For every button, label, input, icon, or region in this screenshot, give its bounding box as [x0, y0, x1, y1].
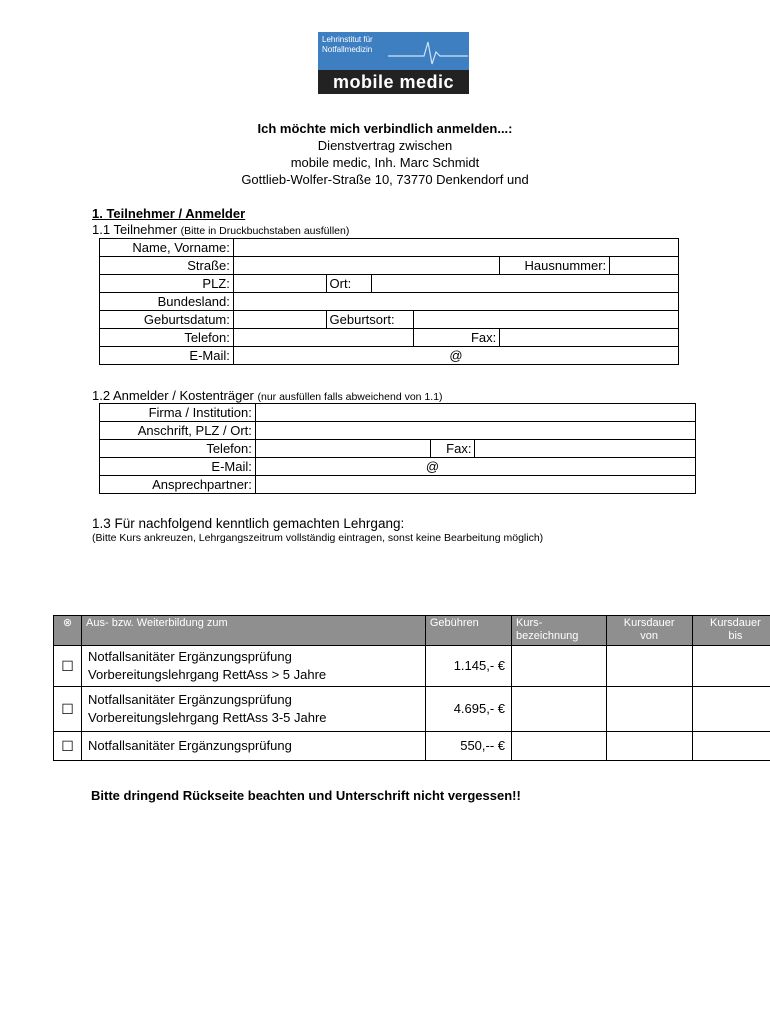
street-field[interactable]	[233, 257, 499, 275]
section-1-1-title: 1.1 Teilnehmer	[92, 222, 178, 237]
course-from-field[interactable]	[606, 646, 692, 687]
payer-phone-field[interactable]	[255, 440, 430, 458]
fax-field[interactable]	[500, 329, 679, 347]
section-1-2-heading	[92, 388, 443, 403]
fee-column-header: Gebühren	[425, 616, 511, 646]
ort-field[interactable]	[371, 275, 678, 293]
from-header-line-1: Kursdauer	[623, 617, 675, 629]
course-from-field[interactable]	[606, 732, 692, 761]
course-fee: 4.695,- €	[425, 687, 511, 732]
course-name-line-1: Notfallsanitäter Ergänzungsprüfung	[88, 692, 292, 707]
to-column-header	[692, 616, 770, 646]
plz-label: PLZ:	[100, 275, 234, 293]
section-1-2-hint: (nur ausfüllen falls abweichend von 1.1)	[257, 391, 443, 403]
company-line: mobile medic, Inh. Marc Schmidt	[290, 155, 480, 170]
select-column-header: ⊗	[54, 616, 82, 646]
course-table-header	[54, 616, 770, 646]
course-column-header: Aus- bzw. Weiterbildung zum	[82, 616, 426, 646]
payer-phone-label: Telefon:	[100, 440, 256, 458]
from-column-header	[606, 616, 692, 646]
company-field[interactable]	[255, 404, 695, 422]
code-header-line-1: Kurs-	[516, 617, 543, 629]
course-checkbox[interactable]: ☐	[54, 646, 82, 687]
logo-line-1: Lehrinstitut für	[322, 35, 373, 44]
course-name-line-2: Vorbereitungslehrgang RettAss 3-5 Jahre	[88, 710, 327, 725]
house-number-label: Hausnummer:	[500, 257, 610, 275]
participant-form	[99, 238, 679, 365]
from-header-line-2: von	[640, 630, 659, 642]
house-number-field[interactable]	[610, 257, 679, 275]
course-to-field[interactable]	[692, 732, 770, 761]
state-label: Bundesland:	[100, 293, 234, 311]
payer-fax-field[interactable]	[475, 440, 696, 458]
contact-person-label: Ansprechpartner:	[100, 476, 256, 494]
footer-note: Bitte dringend Rückseite beachten und Unterschrift nicht vergessen!!	[91, 788, 521, 803]
table-row	[54, 687, 770, 732]
course-fee: 1.145,- €	[425, 646, 511, 687]
payer-form	[99, 403, 696, 494]
payer-address-label: Anschrift, PLZ / Ort:	[100, 422, 256, 440]
birthdate-field[interactable]	[233, 311, 326, 329]
to-header-line-2: bis	[728, 630, 743, 642]
payer-address-field[interactable]	[255, 422, 695, 440]
payer-at-sign: @	[425, 459, 440, 474]
course-fee: 550,-- €	[425, 732, 511, 761]
contract-line: Dienstvertrag zwischen	[317, 138, 453, 153]
table-row	[54, 732, 770, 761]
logo	[318, 32, 469, 94]
course-name	[82, 646, 426, 687]
to-header-line-1: Kursdauer	[709, 617, 761, 629]
birthplace-field[interactable]	[414, 311, 679, 329]
birthdate-label: Geburtsdatum:	[100, 311, 234, 329]
plz-field[interactable]	[233, 275, 326, 293]
course-code-field[interactable]	[512, 687, 607, 732]
code-header-line-2: bezeichnung	[516, 630, 579, 642]
course-name-line-2: Vorbereitungslehrgang RettAss > 5 Jahre	[88, 667, 327, 682]
course-checkbox[interactable]: ☐	[54, 732, 82, 761]
fax-label: Fax:	[414, 329, 500, 347]
course-code-field[interactable]	[512, 732, 607, 761]
section-1-3-title: 1.3 Für nachfolgend kenntlich gemachten Lehrgang:	[92, 516, 405, 531]
payer-fax-label: Fax:	[430, 440, 475, 458]
address-line: Gottlieb-Wolfer-Straße 10, 73770 Denkendorf und	[241, 172, 529, 187]
section-1-1-hint: (Bitte in Druckbuchstaben ausfüllen)	[180, 225, 350, 237]
section-1-1-heading	[92, 222, 349, 237]
table-row	[54, 646, 770, 687]
code-column-header	[512, 616, 607, 646]
phone-label: Telefon:	[100, 329, 234, 347]
logo-line-2: Notfallmedizin	[322, 45, 373, 54]
payer-email-field[interactable]	[255, 458, 695, 476]
course-to-field[interactable]	[692, 646, 770, 687]
course-checkbox[interactable]: ☐	[54, 687, 82, 732]
course-code-field[interactable]	[512, 646, 607, 687]
name-field[interactable]	[233, 239, 678, 257]
course-name-line-1: Notfallsanitäter Ergänzungsprüfung	[88, 649, 292, 664]
street-label: Straße:	[100, 257, 234, 275]
name-label: Name, Vorname:	[100, 239, 234, 257]
section-1-2-title: 1.2 Anmelder / Kostenträger	[92, 388, 254, 403]
ort-label: Ort:	[326, 275, 371, 293]
email-field[interactable]	[233, 347, 678, 365]
ecg-icon	[388, 38, 468, 66]
logo-brand: mobile medic	[318, 70, 469, 94]
birthplace-label: Geburtsort:	[326, 311, 414, 329]
course-name: Notfallsanitäter Ergänzungsprüfung	[82, 732, 426, 761]
course-table	[53, 615, 770, 761]
phone-field[interactable]	[233, 329, 414, 347]
course-to-field[interactable]	[692, 687, 770, 732]
logo-banner	[318, 32, 469, 70]
page-title: Ich möchte mich verbindlich anmelden...:	[257, 121, 513, 136]
section-1-title: 1. Teilnehmer / Anmelder	[92, 206, 246, 221]
state-field[interactable]	[233, 293, 678, 311]
course-from-field[interactable]	[606, 687, 692, 732]
contact-person-field[interactable]	[255, 476, 695, 494]
section-1-3-hint: (Bitte Kurs ankreuzen, Lehrgangszeitrum vollständig eintragen, sonst keine Bearbeitung möglich)	[92, 532, 544, 544]
at-sign: @	[449, 348, 463, 363]
company-label: Firma / Institution:	[100, 404, 256, 422]
payer-email-label: E-Mail:	[100, 458, 256, 476]
email-label: E-Mail:	[100, 347, 234, 365]
course-name	[82, 687, 426, 732]
